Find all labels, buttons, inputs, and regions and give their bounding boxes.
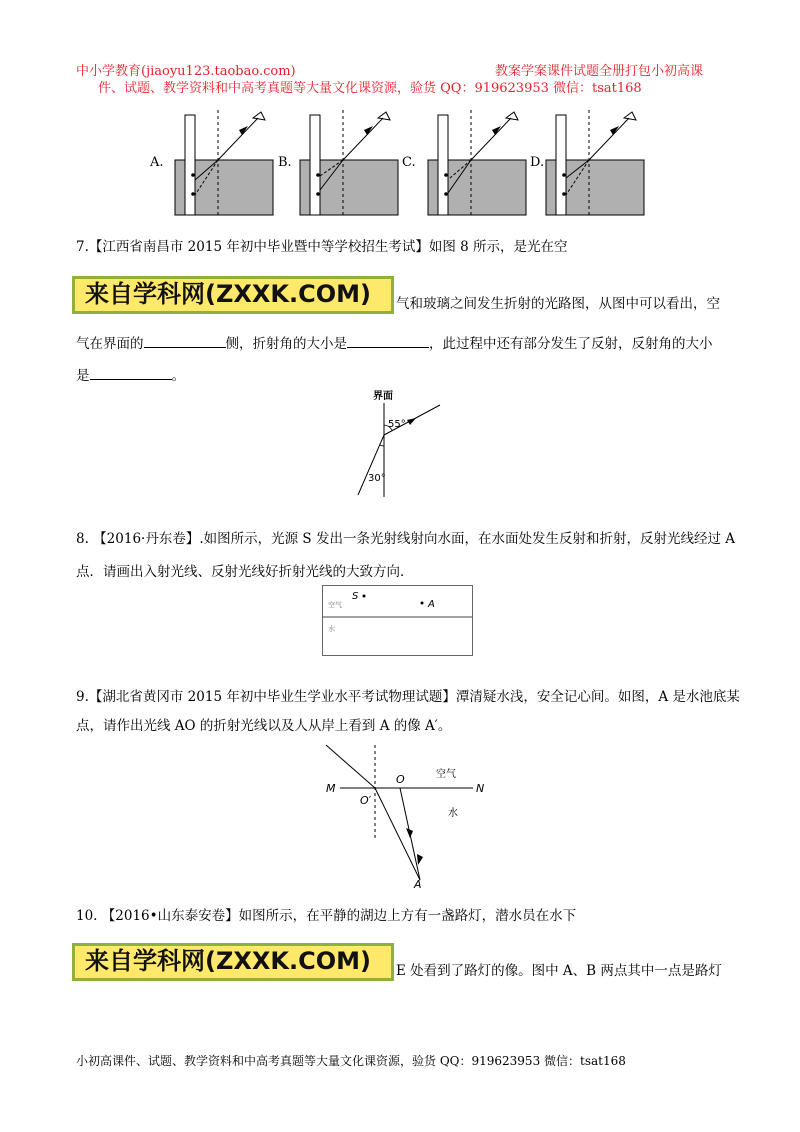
option-b-label: B. — [278, 155, 292, 170]
q9-fig-water-label: 水 — [448, 808, 458, 819]
q7-line4 — [76, 365, 185, 385]
q7-line3-c: ，此过程中还有部分发生了反射，反射角的大小 — [429, 336, 713, 352]
q9-line1: 9.【湖北省黄冈市 2015 年初中毕业生学业水平考试物理试题】潭清疑水浅，安全记心间。如图，A 是水池底某 — [76, 689, 740, 705]
q7-blank-side[interactable] — [144, 333, 226, 348]
q8-fig-water-label: 水 — [328, 625, 335, 633]
q7-line1: 7.【江西省南昌市 2015 年初中毕业暨中等学校招生考试】如图 8 所示，是光在空 — [76, 239, 568, 255]
q7-line4-b: 。 — [171, 368, 185, 384]
options-figure — [0, 100, 800, 220]
q7-line3-b: 侧，折射角的大小是 — [225, 336, 347, 352]
option-a-label: A. — [150, 155, 164, 170]
q8-line1: 8. 【2016·丹东卷】.如图所示，光源 S 发出一条光射线射向水面，在水面处发生反射和折射，反射光线经过 A — [76, 531, 735, 547]
q7-figure — [340, 385, 460, 500]
source-banner: 来自学科网(ZXXK.COM) — [72, 276, 394, 314]
option-c-label: C. — [402, 155, 416, 170]
q10-line2: E 处看到了路灯的像。图中 A、B 两点其中一点是路灯 — [396, 963, 722, 979]
q8-figure — [322, 585, 474, 657]
q10-line1: 10. 【2016•山东泰安卷】如图所示，在平静的湖边上方有一盏路灯，潜水员在水下 — [76, 908, 577, 924]
option-a-diagram — [175, 110, 273, 215]
q7-fig-angle-55: 55° — [388, 419, 406, 430]
q9-fig-n-label: N — [476, 782, 485, 795]
q7-blank-reflection-angle[interactable] — [90, 365, 172, 380]
q7-blank-refraction-angle[interactable] — [347, 333, 429, 348]
source-banner-2: 来自学科网(ZXXK.COM) — [72, 943, 394, 981]
q9-fig-o-prime-label: O′ — [360, 794, 372, 807]
q7-line3-a: 气在界面的 — [76, 336, 144, 352]
header-left: 中小学教育(jiaoyu123.taobao.com) — [76, 64, 296, 79]
q9-fig-m-label: M — [326, 782, 336, 795]
footer: 小初高课件、试题、教学资料和中高考真题等大量文化课资源，验货 QQ：919623953 微信：tsat168 — [76, 1054, 626, 1068]
option-d-diagram — [546, 110, 644, 215]
header-right: 教案学案课件试题全册打包小初高课 — [495, 64, 704, 79]
q9-line2: 点，请作出光线 AO 的折射光线以及人从岸上看到 A 的像 A′。 — [76, 718, 452, 734]
q8-fig-s-label: S — [352, 591, 359, 602]
q7-fig-interface-label: 界面 — [373, 391, 393, 402]
q7-fig-angle-30: 30° — [368, 473, 386, 484]
q7-line3 — [76, 333, 713, 353]
q7-line4-a: 是 — [76, 368, 90, 384]
q7-line2: 气和玻璃之间发生折射的光路图，从图中可以看出，空 — [396, 296, 720, 312]
q8-fig-a-label: A — [428, 599, 435, 610]
q9-fig-a-label: A — [414, 878, 422, 888]
option-b-diagram — [300, 110, 398, 215]
q9-figure — [318, 740, 498, 888]
q8-line2: 点．请画出入射光线、反射光线好折射光线的大致方向． — [76, 564, 414, 580]
q9-fig-air-label: 空气 — [436, 769, 456, 780]
option-c-diagram — [428, 110, 526, 215]
q9-fig-o-label: O — [396, 773, 405, 786]
header-line2: 件、试题、教学资料和中高考真题等大量文化课资源，验货 QQ：919623953 微信：tsat168 — [98, 81, 642, 96]
option-d-label: D. — [530, 155, 545, 170]
q8-fig-air-label: 空气 — [328, 601, 342, 609]
